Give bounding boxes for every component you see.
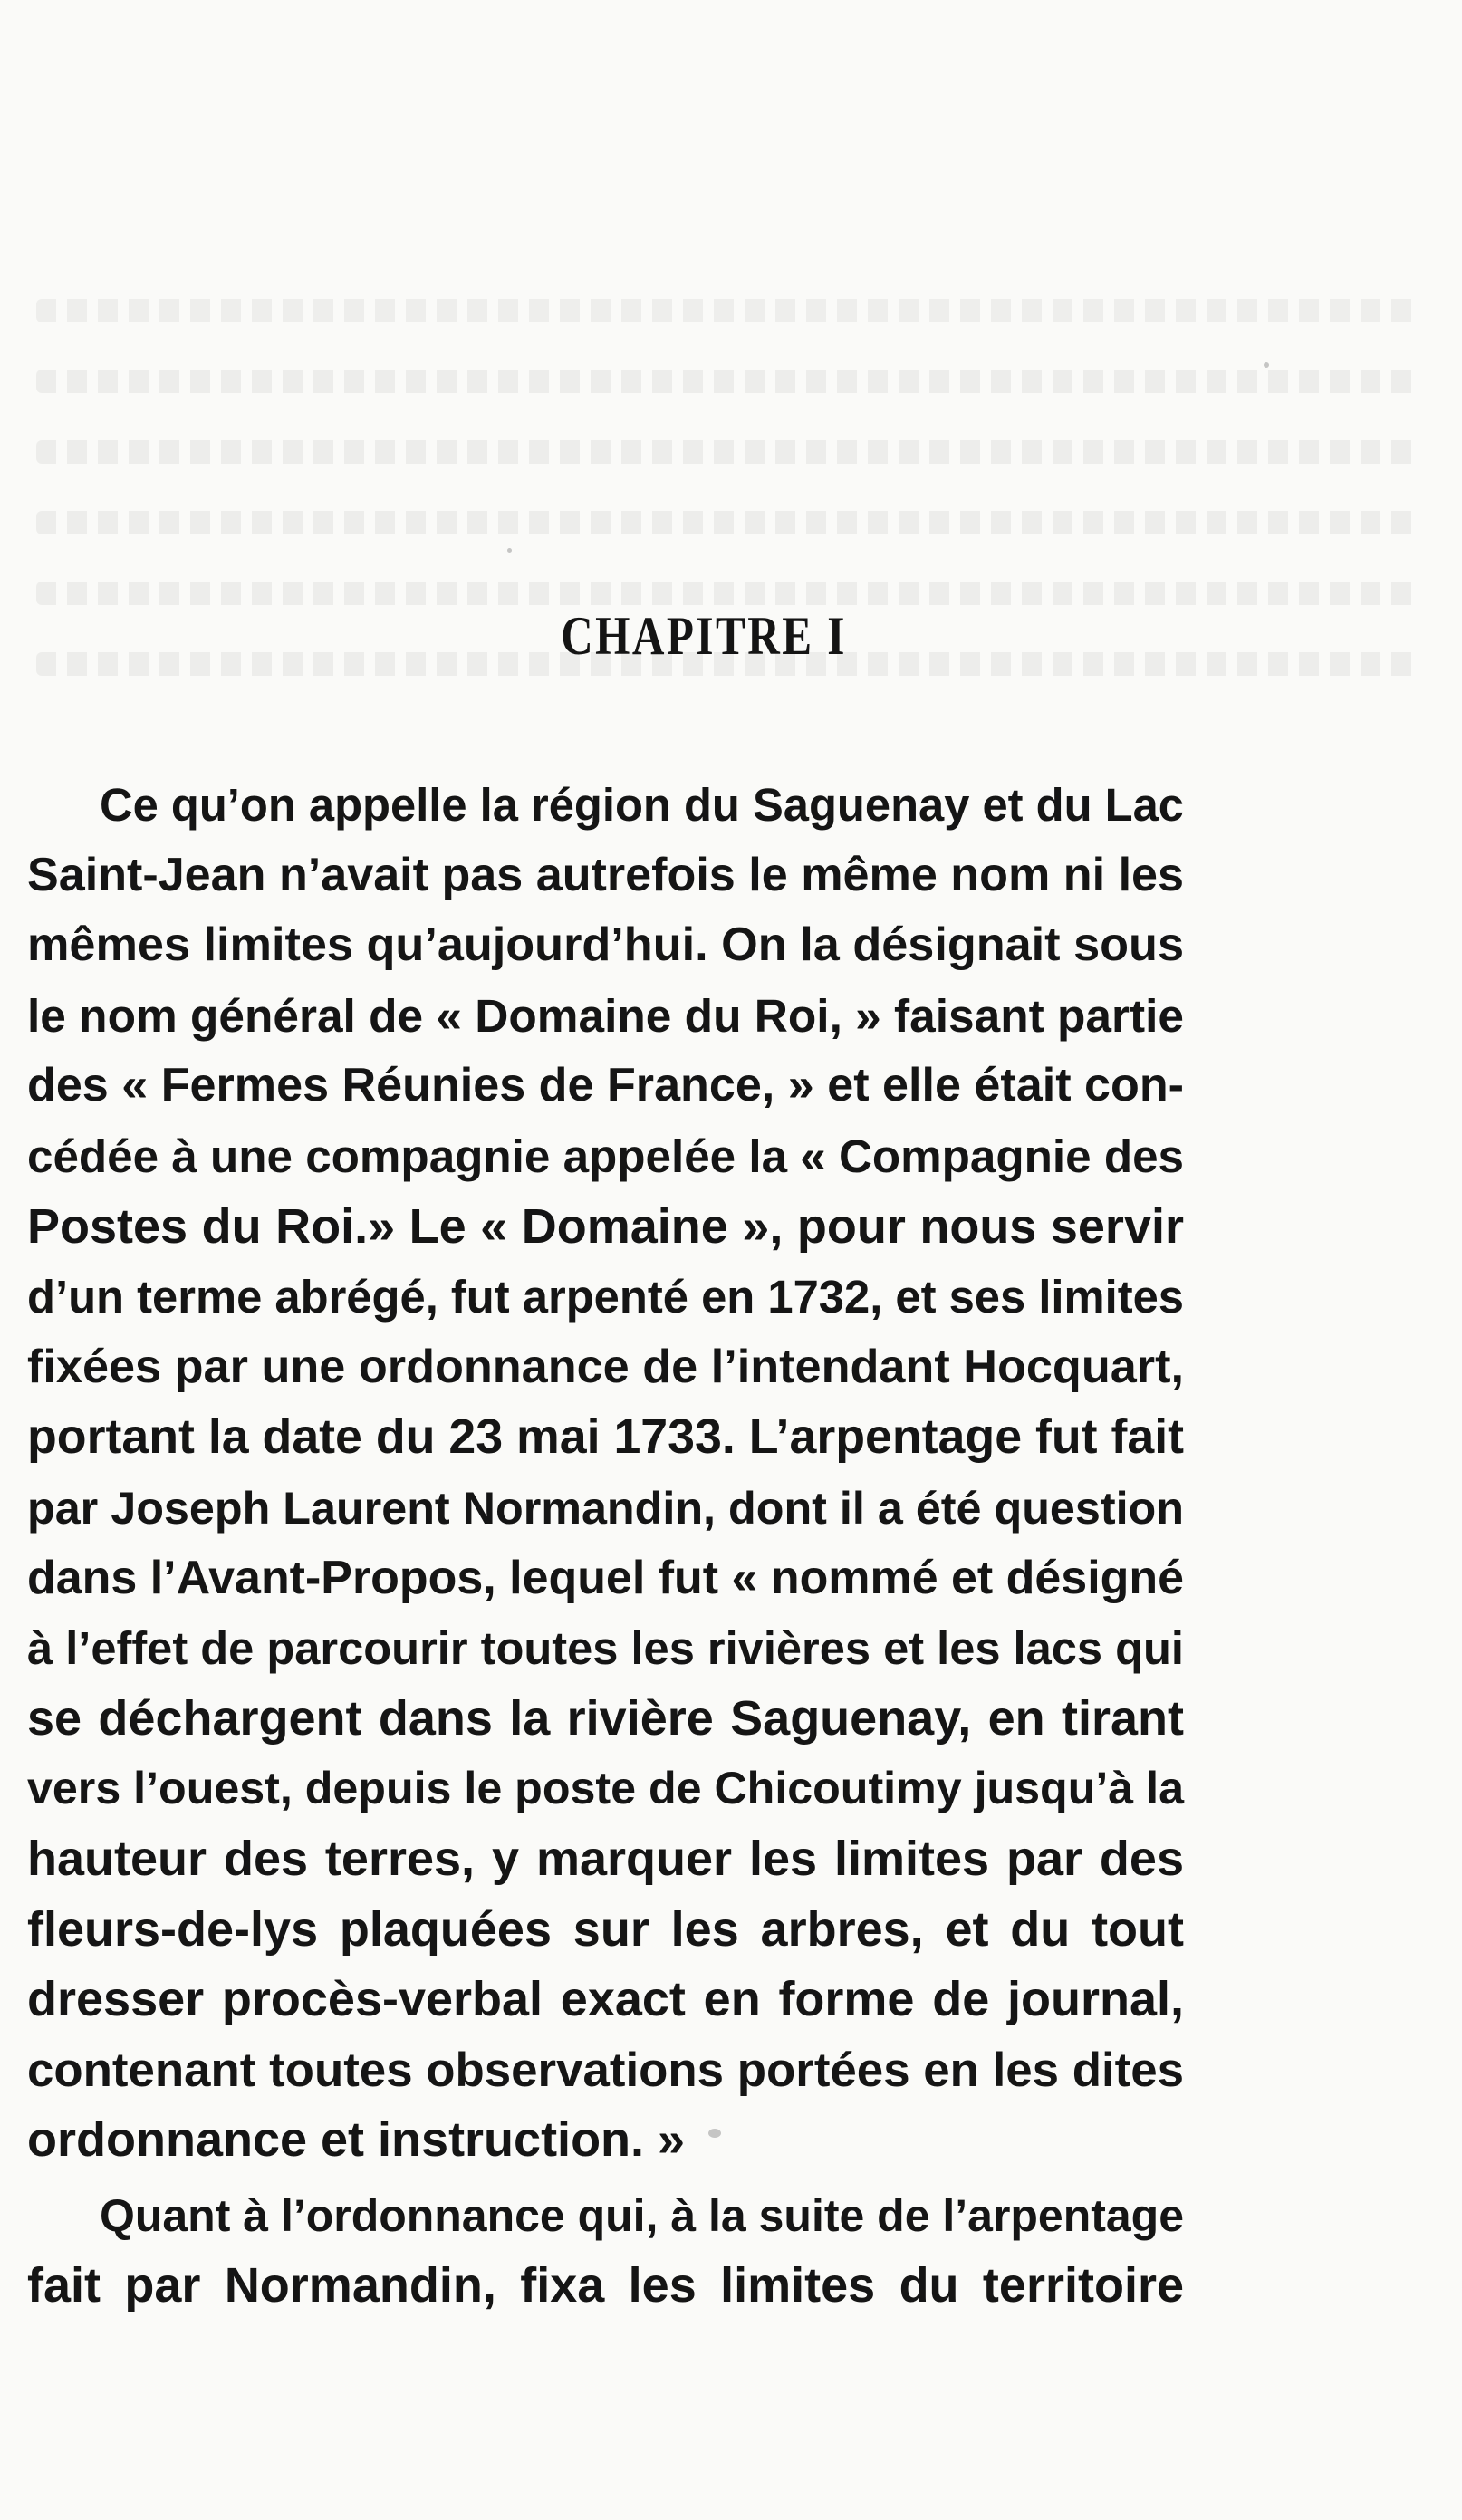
paper-speck	[507, 548, 512, 553]
paragraph-1	[27, 770, 1184, 2176]
text-line: hauteur des terres, y marquer les limites par des	[27, 1831, 1184, 1886]
text-line: par Joseph Laurent Normandin, dont il a été question	[27, 1481, 1184, 1534]
text-line: Postes du Roi.» Le « Domaine », pour nous servir	[27, 1198, 1184, 1254]
text-line: dans l’Avant-Propos, lequel fut « nommé et désigné	[27, 1551, 1184, 1604]
text-line: d’un terme abrégé, fut arpenté en 1732, et ses limites	[27, 1271, 1184, 1323]
text-line: mêmes limites qu’aujourd’hui. On la désignait sous	[27, 919, 1184, 972]
text-line: ordonnance et instruction. »	[27, 2112, 686, 2168]
text-line: fixées par une ordonnance de l’intendant Hocquart,	[27, 1340, 1184, 1393]
text-line: des « Fermes Réunies de France, » et elle était con-	[27, 1059, 1184, 1112]
text-line: se déchargent dans la rivière Saguenay, en tirant	[27, 1690, 1184, 1746]
text-line: dresser procès-verbal exact en forme de journal,	[27, 1972, 1184, 2027]
text-line: contenant toutes observations portées en les dites	[27, 2043, 1184, 2097]
text-line: cédée à une compagnie appelée la « Compagnie des	[27, 1130, 1184, 1182]
text-line: à l’effet de parcourir toutes les rivières et les lacs qui	[27, 1622, 1184, 1675]
text-line: portant la date du 23 mai 1733. L’arpentage fut fait	[27, 1409, 1184, 1465]
text-line: Ce qu’on appelle la région du Saguenay et du Lac	[100, 779, 1184, 831]
text-line: Saint-Jean n’avait pas autrefois le même nom ni les	[27, 848, 1184, 901]
body-text	[27, 770, 1184, 2322]
show-through-texture	[36, 299, 1422, 770]
paragraph-2	[27, 2181, 1184, 2322]
text-line: Quant à l’ordonnance qui, à la suite de l’arpentage	[100, 2189, 1184, 2241]
text-line: fleurs-de-lys plaquées sur les arbres, et du tout	[27, 1901, 1184, 1957]
text-line: vers l’ouest, depuis le poste de Chicoutimy jusqu’à la	[27, 1763, 1184, 1814]
text-line: le nom général de « Domaine du Roi, » faisant partie	[27, 988, 1184, 1042]
chapter-title: CHAPITRE I	[561, 606, 847, 666]
text-line: fait par Normandin, fixa les limites du territoire	[27, 2258, 1184, 2313]
paper-speck	[1264, 362, 1269, 368]
